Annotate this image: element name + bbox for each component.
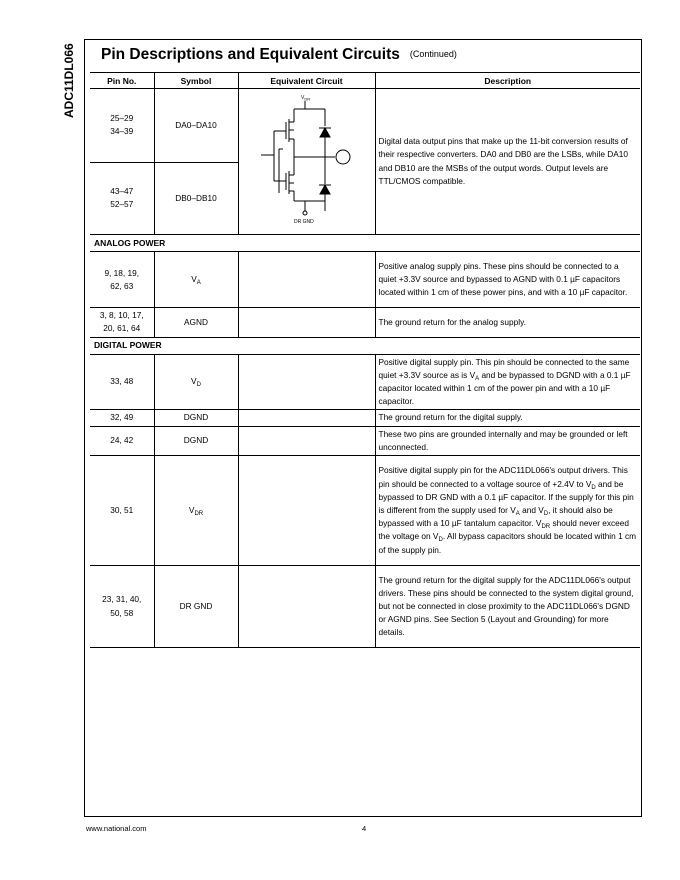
pin-line: 25–29 [110,113,134,124]
col-equivalent-circuit: Equivalent Circuit [238,73,375,89]
desc-sub: D [543,510,549,517]
circuit-cell [238,308,375,337]
footer-website[interactable]: www.national.com [86,824,147,833]
description-cell: Positive analog supply pins. These pins should be connected to a quiet +3.3V source and bypassed to AGND with 0.1 µF capacitors located within 1 cm of these power pins, and with a 10 µF capacitor. [375,252,640,308]
table-row [90,566,640,648]
symbol-cell: DB0–DB10 [154,162,238,235]
output-driver-circuit [239,89,375,230]
description-cell: The ground return for the digital supply. [375,410,640,426]
pin-cell: 32, 49 [90,410,154,426]
pin-line: 52–57 [110,199,134,210]
table-row [90,252,640,308]
symbol-cell: DGND [154,426,238,455]
pin-cell: 30, 51 [90,456,154,566]
page-number: 4 [362,824,367,833]
circuit-cell [238,354,375,410]
circuit-bottom-label: DR GND [293,219,314,225]
section-row-analog-power [90,235,640,252]
table-row [90,354,640,410]
desc-text: Positive digital supply pin. This pin should be connected to the same quiet +3.3V source as is V [378,356,630,380]
table-row [90,89,640,163]
section-row-digital-power [90,337,640,354]
pin-cell [90,566,154,648]
symbol-sub: DR [194,510,204,517]
pin-line: 50, 58 [110,607,134,618]
description-cell [375,354,640,410]
pin-cell [90,162,154,235]
pin-line: 9, 18, 19, [104,267,140,278]
desc-sub: D [591,484,596,491]
symbol-sub: A [196,280,201,287]
description-cell: These two pins are grounded internally and may be grounded or left unconnected. [375,426,640,455]
symbol-cell: DA0–DA10 [154,89,238,163]
desc-sub: A [475,375,480,382]
symbol-cell [154,252,238,308]
desc-sub: A [515,510,520,517]
pin-cell [90,308,154,337]
symbol-cell [154,456,238,566]
desc-sub: D [438,537,443,544]
circuit-cell [238,410,375,426]
symbol-cell: AGND [154,308,238,337]
description-cell [375,456,640,566]
circuit-cell [238,566,375,648]
description-cell: The ground return for the analog supply. [375,308,640,337]
pin-line: 62, 63 [110,280,134,291]
pin-line: 43–47 [110,186,134,197]
desc-text: should never exceed the voltage on V [378,518,630,542]
pin-line: 23, 31, 40, [102,594,142,605]
desc-text: and be bypassed to DGND with a 0.1 µF capacitor located within 1 cm of the power pin and with a 10 µF capacitor. [378,369,631,407]
side-title [58,40,86,120]
desc-sub: DR [541,524,551,531]
circuit-cell [238,426,375,455]
pin-cell: 33, 48 [90,354,154,410]
circuit-cell [238,89,375,235]
symbol-cell [154,354,238,410]
section-label: ANALOG POWER [90,235,640,252]
table-row [90,456,640,566]
pin-table [90,72,640,648]
pin-line: 34–39 [110,126,134,137]
page-heading [101,46,457,64]
desc-text: . All bypass capacitors should be located within 1 cm of the supply pin. [378,531,637,555]
desc-text: Positive digital supply pin for the ADC11DL066's output drivers. This pin should be connected to a voltage source of +2.4V to V [378,465,628,489]
col-pin-no: Pin No. [90,73,154,89]
desc-text: and be bypassed to DR GND with a 0.1 µF capacitor. If the supply for this pin is different from the supply used for V [378,478,634,515]
pin-line: 3, 8, 10, 17, [99,310,144,321]
table-row [90,426,640,455]
heading-title: Pin Descriptions and Equivalent Circuits [101,46,400,63]
symbol-main: V [191,376,197,387]
circuit-cell [238,456,375,566]
circuit-top-label: $V_{DR}$ [300,95,310,102]
desc-text: , it should also be bypassed with a 10 µF tantalum capacitor. V [378,504,613,529]
description-cell: The ground return for the digital supply for the ADC11DL066's output drivers. These pins should be connected to the system digital ground, but not be connected in close proximity to the ADC11DL066's DGND or AGND pins. See Section 5 (Layout and Grounding) for more details. [375,566,640,648]
symbol-main: V [188,504,195,515]
table-row [90,308,640,337]
symbol-cell: DR GND [154,566,238,648]
table-row [90,410,640,426]
part-number: ADC11DL066 [62,43,76,118]
symbol-main: V [191,274,197,285]
section-label: DIGITAL POWER [90,337,640,354]
pin-line: 20, 61, 64 [103,323,141,334]
pin-cell [90,252,154,308]
desc-text: and V [519,504,544,515]
col-symbol: Symbol [154,73,238,89]
heading-continued: (Continued) [409,49,457,59]
pin-cell [90,89,154,163]
pin-cell: 24, 42 [90,426,154,455]
symbol-sub: D [196,382,201,389]
table-header-row [90,73,640,89]
description-cell: Digital data output pins that make up the 11-bit conversion results of their respective converters. DA0 and DB0 are the LSBs, while DA10 and DB10 are the MSBs of the output words. Output levels are TTL/CMOS compatible. [375,89,640,235]
symbol-cell: DGND [154,410,238,426]
circuit-cell [238,252,375,308]
col-description: Description [375,73,640,89]
